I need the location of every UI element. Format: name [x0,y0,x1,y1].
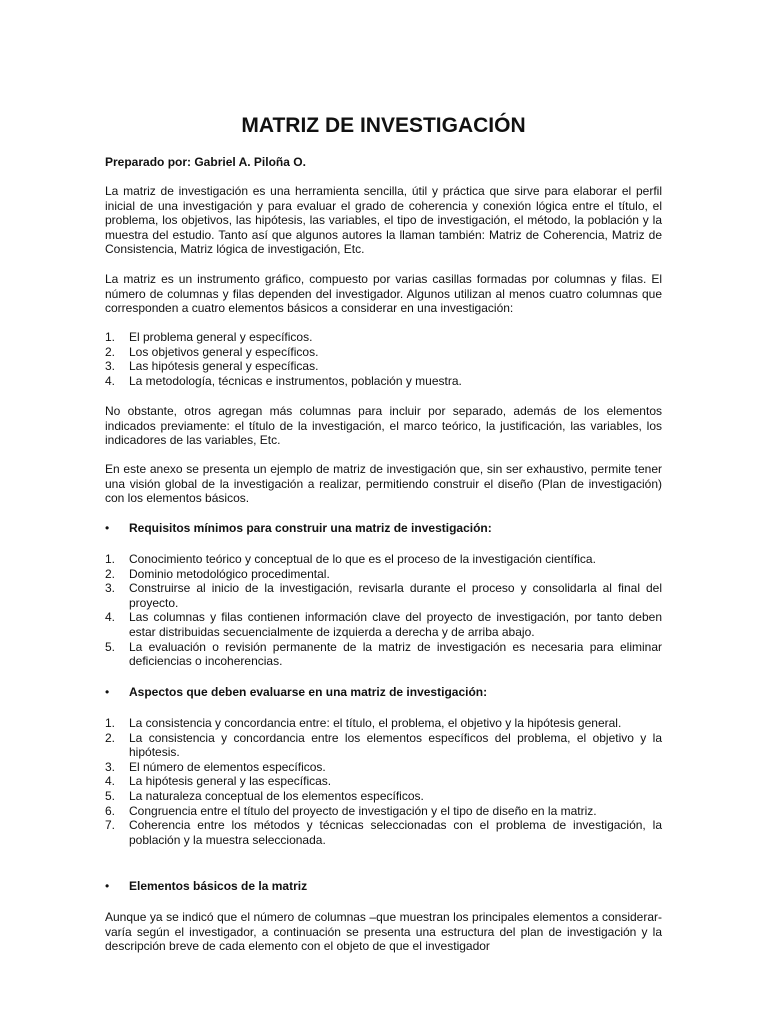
list-item: 5. La naturaleza conceptual de los elementos específicos. [105,788,424,803]
paragraph-matrix-definition: La matriz es un instrumento gráfico, compuesto por varias casillas formadas por columnas y filas. El número de columnas y filas dependen del investigador. Algunos utilizan al menos cuatro columnas que corresponden a cuatro elementos básicos a considerar en una investigación: [105,272,662,316]
paragraph-intro: La matriz de investigación es una herramienta sencilla, útil y práctica que sirve para elaborar el perfil inicial de una investigación y para evaluar el grado de coherencia y conexión lógica entre el título, el problema, los objetivos, las hipótesis, las variables, el tipo de investigación, el método, la población y la muestra del estudio. Tanto así que algunos autores la llaman también: Matriz de Coherencia, Matriz de Consistencia, Matriz lógica de investigación, Etc. [105,184,662,257]
list-item: 2. La consistencia y concordancia entre los elementos específicos del problema, el objetivo y la hipótesis. [105,730,662,760]
list-item: 1. Conocimiento teórico y conceptual de lo que es el proceso de la investigación científica. [105,552,596,566]
list-item: 4. Las columnas y filas contienen información clave del proyecto de investigación, por tanto deben estar distribuidas secuencialmente de izquierda a derecha y de arriba abajo. [105,610,662,639]
basic-elements-list [105,330,662,388]
list-item: 4. La hipótesis general y las específicas. [105,774,332,789]
list-item: 7. Coherencia entre los métodos y técnicas seleccionadas con el problema de investigación, la población y la muestra seleccionada. [105,818,662,847]
section-heading-evaluation [105,685,662,700]
bullet-icon: • [105,879,110,893]
paragraph-annex: En este anexo se presenta un ejemplo de matriz de investigación que, sin ser exhaustivo, permite tener una visión global de la investigación a realizar, permitiendo construir el diseño (Plan de investigación) con los elementos básicos. [105,462,662,506]
section-heading-text: Requisitos mínimos para construir una matriz de investigación: [129,521,492,535]
section-heading-text: Aspectos que deben evaluarse en una matriz de investigación: [129,685,488,699]
list-item: 4. La metodología, técnicas e instrumentos, población y muestra. [105,373,462,388]
bullet-icon: • [105,685,110,699]
list-item: 1. El problema general y específicos. [105,330,313,344]
list-item: 5. La evaluación o revisión permanente de la matriz de investigación es necesaria para eliminar deficiencias o incoherencias. [105,639,662,669]
list-item: 6. Congruencia entre el título del proyecto de investigación y el tipo de diseño en la matriz. [105,803,597,818]
evaluation-aspects-list [105,716,662,847]
list-item: 3. El número de elementos específicos. [105,759,326,774]
author-line: Preparado por: Gabriel A. Piloña O. [105,155,306,169]
requirements-list [105,552,662,669]
paragraph-structure: Aunque ya se indicó que el número de columnas –que muestran los principales elementos a considerar- varía según el investigador, a continuación se presenta una estructura del plan de investigación y la descripción breve de cada elemento con el objeto de que el investigador [105,910,662,954]
paragraph-additional-columns: No obstante, otros agregan más columnas para incluir por separado, además de los elementos indicados previamente: el título de la investigación, el marco teórico, la justificación, las variables, los indicadores de las variables, Etc. [105,404,662,448]
list-item: 2. Los objetivos general y específicos. [105,344,319,359]
document-title: MATRIZ DE INVESTIGACIÓN [241,114,526,137]
list-item: 3. Construirse al inicio de la investigación, revisarla durante el proceso y consolidarla al final del proyecto. [105,581,662,610]
section-heading-text: Elementos básicos de la matriz [129,879,308,893]
list-item: 2. Dominio metodológico procedimental. [105,566,330,581]
bullet-icon: • [105,521,110,535]
list-item: 1. La consistencia y concordancia entre: el título, el problema, el objetivo y la hipótesis general. [105,716,622,730]
section-heading-requirements [105,521,662,536]
list-item: 3. Las hipótesis general y específicas. [105,359,319,374]
section-heading-basic-elements [105,879,662,894]
